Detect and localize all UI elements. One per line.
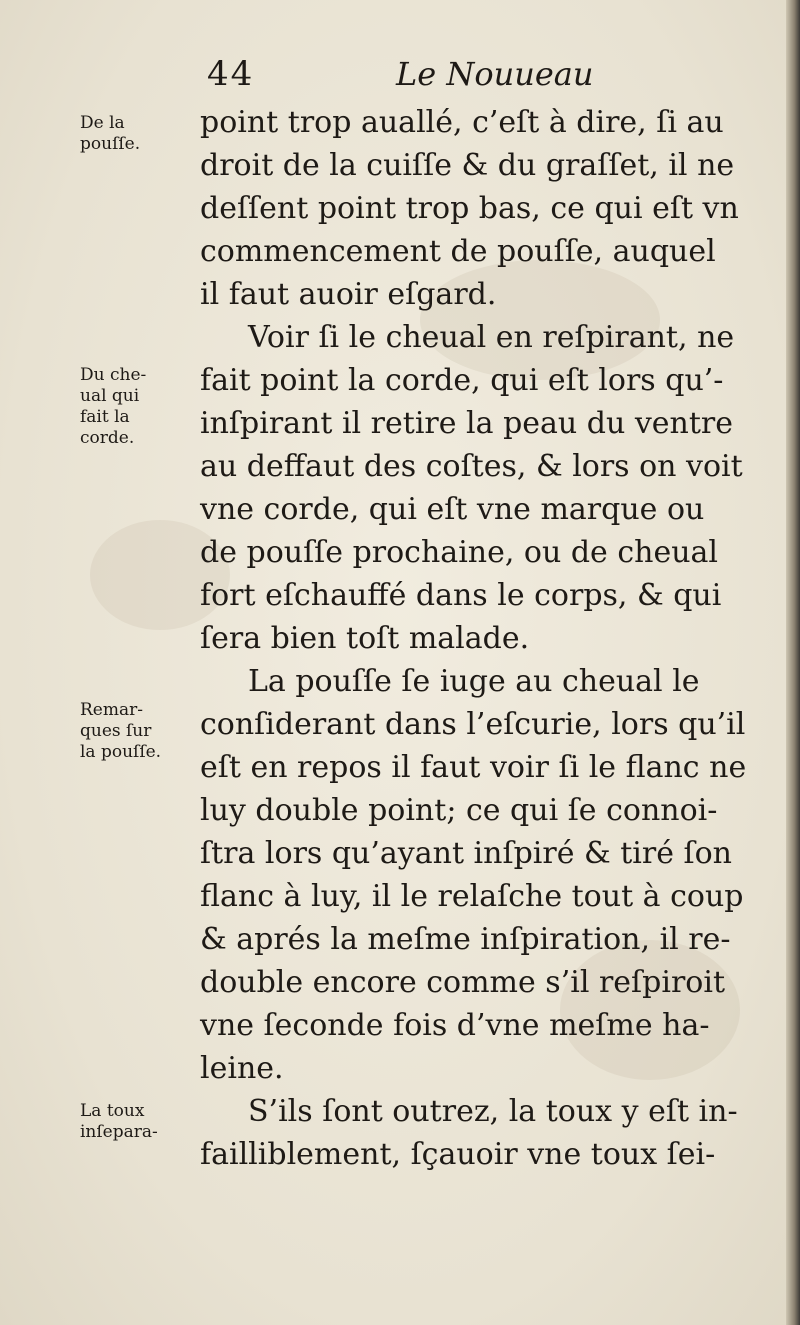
book-spine-edge bbox=[786, 0, 800, 1325]
text-line: inſpirant il retire la peau du ventre bbox=[200, 406, 734, 441]
page-number: 44 bbox=[207, 54, 255, 94]
text-line: droit de la cuiſſe & du graſſet, il ne bbox=[200, 148, 735, 183]
text-line: point trop auallé, c’eſt à dire, ſi au bbox=[200, 105, 724, 140]
text-line: flanc à luy, il le relaſche tout à coup bbox=[200, 879, 744, 914]
text-line: S’ils ſont outrez, la toux y eſt in- bbox=[248, 1094, 738, 1129]
text-line: vne corde, qui eſt vne marque ou bbox=[200, 492, 705, 527]
text-line: fort eſchauffé dans le corps, & qui bbox=[200, 578, 722, 613]
text-line: ſtra lors qu’ayant inſpiré & tiré ſon bbox=[200, 836, 733, 871]
text-line: eſt en repos il faut voir ſi le flanc ne bbox=[200, 750, 747, 785]
text-line: double encore comme s’il reſpiroit bbox=[200, 965, 725, 1000]
text-line: fait point la corde, qui eſt lors qu’- bbox=[200, 363, 724, 398]
text-line: leine. bbox=[200, 1051, 284, 1086]
text-line: & aprés la meſme inſpiration, il re- bbox=[200, 922, 731, 957]
text-line: il faut auoir eſgard. bbox=[200, 277, 497, 312]
text-line: Voir ſi le cheual en reſpirant, ne bbox=[248, 320, 735, 355]
margin-note: De la pouſſe. bbox=[80, 113, 141, 154]
margin-note: La toux inſepara- bbox=[80, 1101, 158, 1142]
margin-note: Du che- ual qui fait la corde. bbox=[80, 365, 147, 448]
text-line: de pouſſe prochaine, ou de cheual bbox=[200, 535, 719, 570]
margin-note: Remar- ques ſur la pouſſe. bbox=[80, 700, 162, 762]
text-line: au deffaut des coſtes, & lors on voit bbox=[200, 449, 743, 484]
text-line: La pouſſe ſe iuge au cheual le bbox=[248, 664, 700, 699]
running-title: Le Nouueau bbox=[396, 55, 594, 93]
text-line: deſſent point trop bas, ce qui eſt vn bbox=[200, 191, 739, 226]
text-line: conſiderant dans l’eſcurie, lors qu’il bbox=[200, 707, 746, 742]
text-line: vne ſeconde fois d’vne meſme ha- bbox=[200, 1008, 710, 1043]
text-line: commencement de pouſſe, auquel bbox=[200, 234, 716, 269]
text-line: failliblement, ſçauoir vne toux ſei- bbox=[200, 1137, 716, 1172]
text-line: luy double point; ce qui ſe connoi- bbox=[200, 793, 718, 828]
text-line: ſera bien toſt malade. bbox=[200, 621, 530, 656]
